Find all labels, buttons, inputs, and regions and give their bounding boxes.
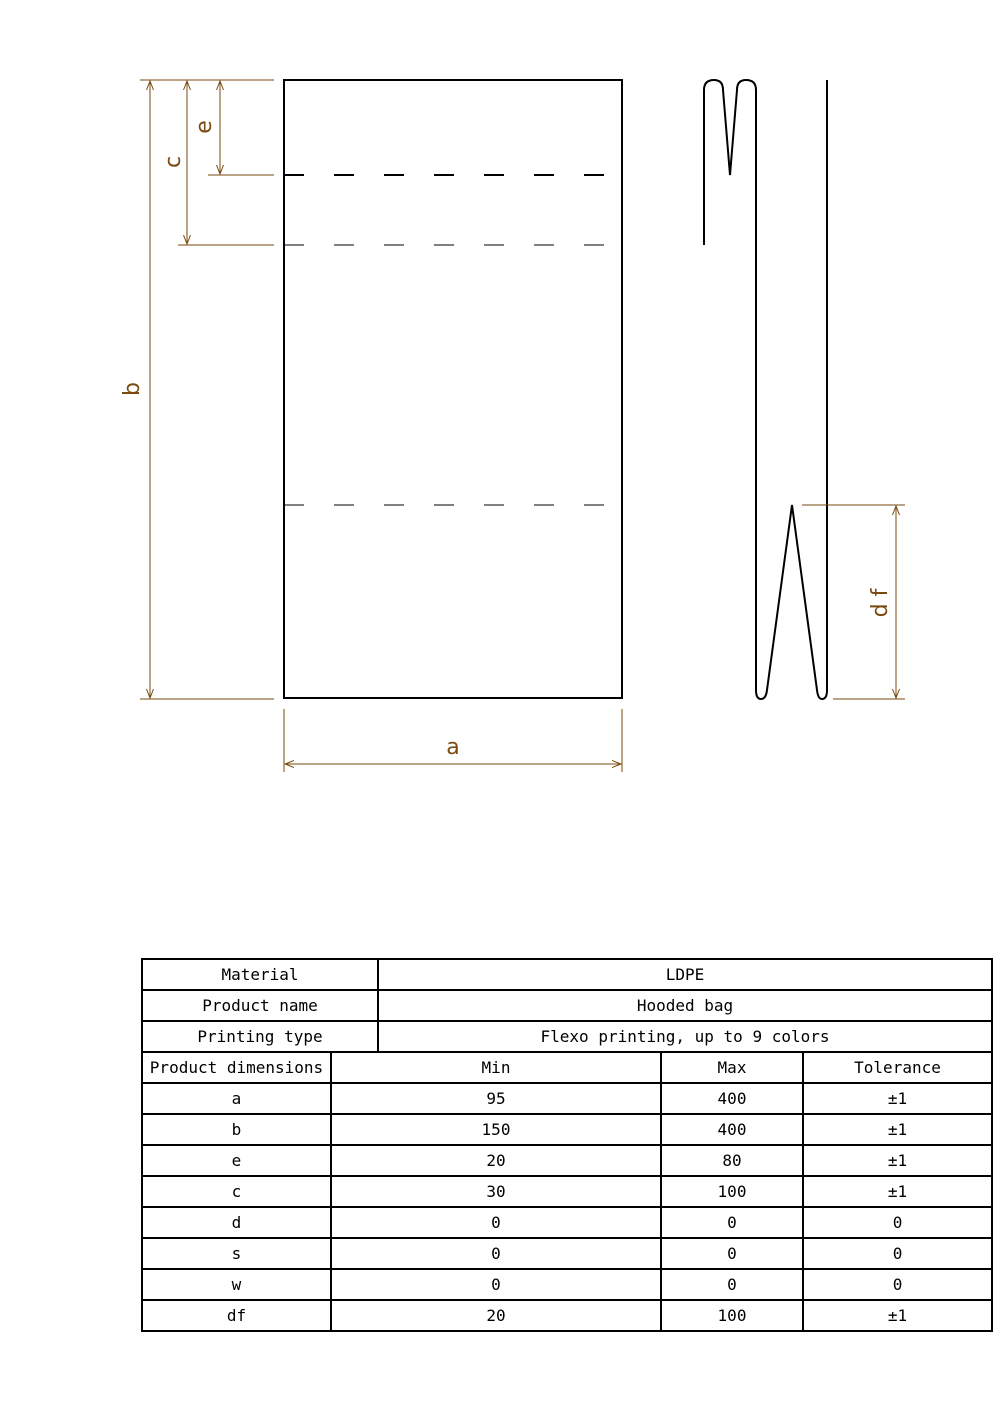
header-max: Max (661, 1052, 803, 1083)
table-row (142, 1300, 992, 1331)
dimension-annotations (140, 80, 905, 772)
dimension-max: 0 (661, 1238, 803, 1269)
table-row (142, 1207, 992, 1238)
dimension-tolerance: ±1 (803, 1083, 992, 1114)
material-label: Material (142, 959, 378, 990)
dimension-max: 100 (661, 1176, 803, 1207)
dimension-tolerance: ±1 (803, 1145, 992, 1176)
dimension-max: 100 (661, 1300, 803, 1331)
table-row (142, 1083, 992, 1114)
product-name-row (142, 990, 992, 1021)
table-row (142, 1145, 992, 1176)
dimension-label-e: e (192, 120, 217, 134)
bag-side-profile (704, 80, 827, 699)
dimension-min: 0 (331, 1207, 661, 1238)
dimension-name: d (142, 1207, 331, 1238)
dimension-max: 0 (661, 1207, 803, 1238)
material-value: LDPE (378, 959, 992, 990)
dimension-name: a (142, 1083, 331, 1114)
dimension-label-a: a (446, 735, 460, 760)
table-row (142, 1238, 992, 1269)
dimension-max: 80 (661, 1145, 803, 1176)
dimension-label-b: b (120, 382, 145, 396)
dimension-min: 20 (331, 1300, 661, 1331)
printing-type-value: Flexo printing, up to 9 colors (378, 1021, 992, 1052)
dimension-tolerance: 0 (803, 1269, 992, 1300)
table-row (142, 1176, 992, 1207)
bag-outline (284, 80, 622, 698)
dimension-tolerance: ±1 (803, 1176, 992, 1207)
dimension-min: 0 (331, 1238, 661, 1269)
dimension-tolerance: 0 (803, 1207, 992, 1238)
dimension-min: 30 (331, 1176, 661, 1207)
dimension-name: s (142, 1238, 331, 1269)
dimension-name: b (142, 1114, 331, 1145)
dimension-name: e (142, 1145, 331, 1176)
dimension-tolerance: 0 (803, 1238, 992, 1269)
dimension-min: 0 (331, 1269, 661, 1300)
dimension-min: 95 (331, 1083, 661, 1114)
table-row (142, 1114, 992, 1145)
material-row (142, 959, 992, 990)
dimension-min: 20 (331, 1145, 661, 1176)
dimension-name: w (142, 1269, 331, 1300)
dimension-label-c: c (161, 155, 186, 169)
dimension-max: 0 (661, 1269, 803, 1300)
dimension-label-df: d f (868, 588, 893, 618)
dimension-max: 400 (661, 1083, 803, 1114)
printing-type-label: Printing type (142, 1021, 378, 1052)
dimension-tolerance: ±1 (803, 1300, 992, 1331)
dimensions-header-row (142, 1052, 992, 1083)
table-row (142, 1269, 992, 1300)
bottom-gusset-profile (756, 80, 827, 699)
printing-type-row (142, 1021, 992, 1052)
header-min: Min (331, 1052, 661, 1083)
header-tolerance: Tolerance (803, 1052, 992, 1083)
dimension-name: df (142, 1300, 331, 1331)
specification-table (141, 958, 993, 1332)
dimension-min: 150 (331, 1114, 661, 1145)
bag-front-view (284, 80, 622, 698)
dimension-tolerance: ±1 (803, 1114, 992, 1145)
dimension-name: c (142, 1176, 331, 1207)
hood-fold-profile (704, 80, 756, 690)
product-name-label: Product name (142, 990, 378, 1021)
dimension-max: 400 (661, 1114, 803, 1145)
header-product-dimensions: Product dimensions (142, 1052, 331, 1083)
product-name-value: Hooded bag (378, 990, 992, 1021)
